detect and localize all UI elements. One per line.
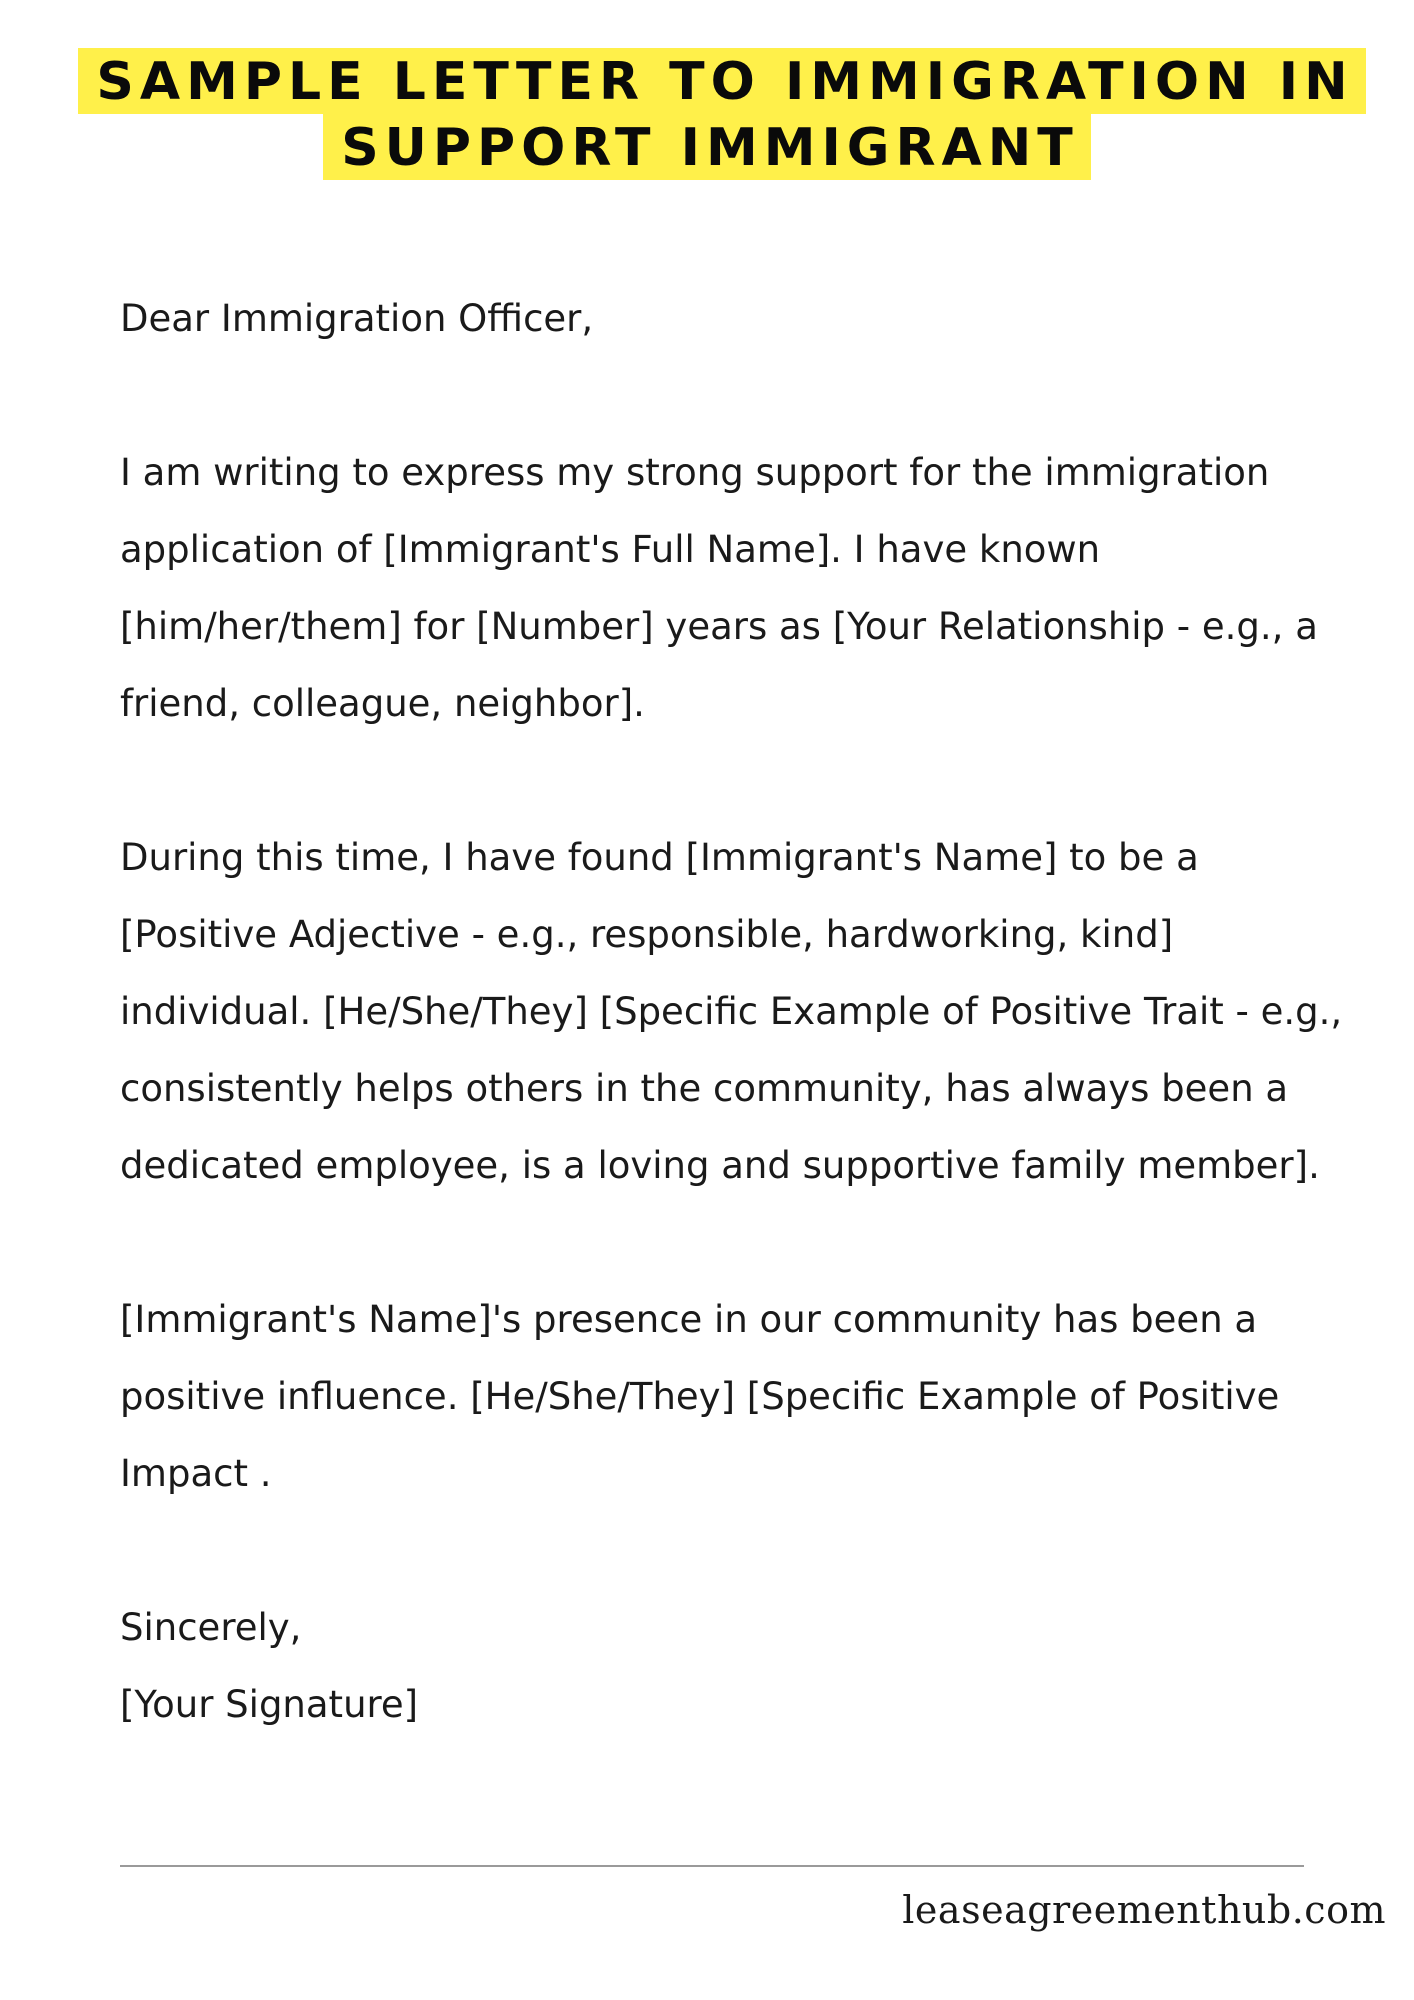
letter-body [120, 280, 1360, 1743]
paragraph-character: During this time, I have found [Immigrant's Name] to be a [Positive Adjective - e.g., responsible, hardworking, kind] individual. [He/She/They] [Specific Example of Positive Trait - e.g., consistently helps others in the community, has always been a dedicated employee, is a loving and supportive family member]. [120, 836, 1343, 1187]
page-title [0, 48, 1414, 180]
closing: Sincerely, [120, 1606, 302, 1649]
signature: [Your Signature] [120, 1683, 419, 1726]
footer-website: leaseagreementhub.com [902, 1888, 1386, 1932]
paragraph-impact: [Immigrant's Name]'s presence in our community has been a positive influence. [He/She/They] [Specific Example of Positive Impact . [120, 1298, 1280, 1495]
title-line-2: SUPPORT IMMIGRANT [323, 114, 1091, 180]
salutation: Dear Immigration Officer, [120, 297, 594, 340]
paragraph-intro: I am writing to express my strong support for the immigration application of [Immigrant's Full Name]. I have known [him/her/them] for [Number] years as [Your Relationship - e.g., a friend, colleague, neighbor]. [120, 451, 1318, 725]
footer-divider [120, 1865, 1304, 1867]
title-line-1: SAMPLE LETTER TO IMMIGRATION IN [78, 48, 1365, 114]
